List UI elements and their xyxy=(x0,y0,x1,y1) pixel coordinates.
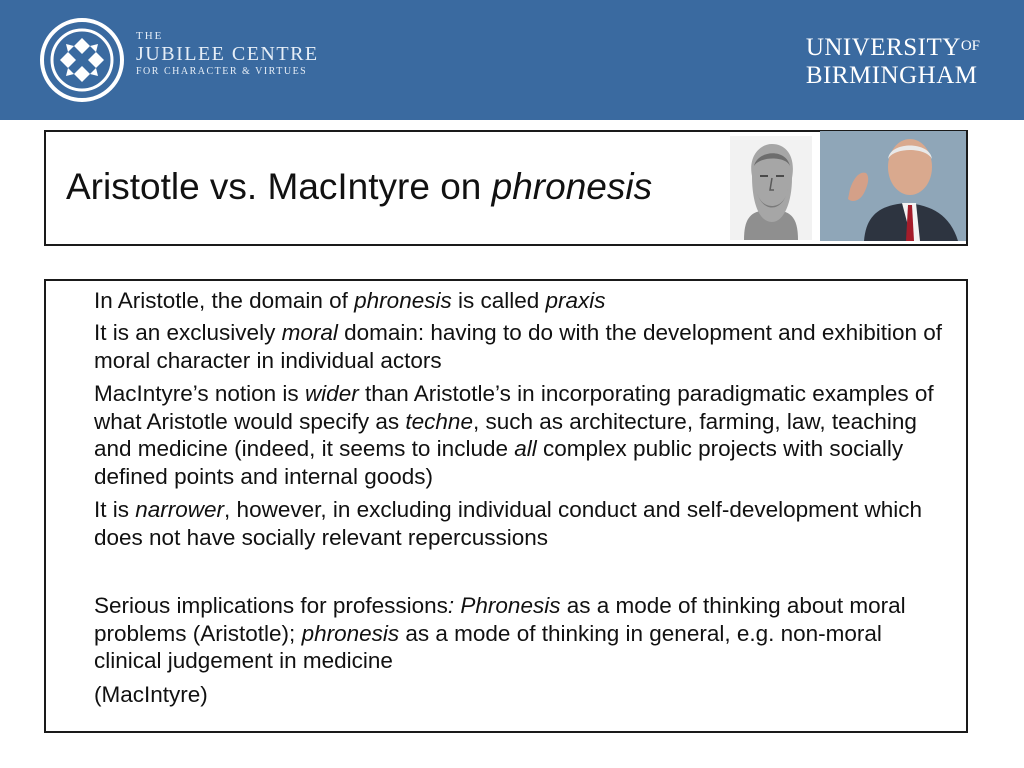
p4-text-1: It is xyxy=(94,497,136,522)
bullet-narrower xyxy=(94,496,954,551)
content-box xyxy=(44,279,968,733)
p3-text-1: MacIntyre’s notion is xyxy=(94,381,305,406)
header-banner xyxy=(0,0,1024,120)
title-italic: phronesis xyxy=(491,166,653,207)
p3-text-3: , such as architecture, farming, law, teaching and medicine (indeed, it seems to include xyxy=(94,408,917,461)
p3-italic-techne: techne xyxy=(405,408,473,434)
uob-university: UNIVERSITY xyxy=(805,34,961,61)
p2-italic-moral: moral xyxy=(281,320,338,345)
p3-text-4: complex public projects with socially defined points and internal goods) xyxy=(94,436,904,489)
p5-italic-phronesis-2: phronesis xyxy=(301,620,400,646)
p4-text-2: , however, in excluding individual conduct and self-development which does not have socially relevant repercussions xyxy=(94,497,922,550)
jubilee-centre-logo-icon xyxy=(38,16,126,104)
bullet-implications xyxy=(94,592,954,675)
p5-text-3: as a mode of thinking in general, e.g. non-moral clinical judgement in medicine xyxy=(94,620,882,673)
uob-of: OF xyxy=(960,38,980,54)
university-of-birmingham-logo xyxy=(806,32,980,90)
p3-italic-wider: wider xyxy=(304,381,359,406)
bullet-wider-notion xyxy=(94,380,954,490)
macintyre-portrait-photo xyxy=(820,131,966,241)
p2-text-1: It is an exclusively xyxy=(94,320,282,345)
p1-text-1: In Aristotle, the domain of xyxy=(94,288,355,313)
bullet-praxis xyxy=(94,287,954,315)
p1-italic-phronesis: phronesis xyxy=(354,288,452,313)
p5-text-1: Serious implications for professions xyxy=(94,593,448,618)
p1-text-2: is called xyxy=(451,288,546,313)
p6-text-1: (MacIntyre) xyxy=(94,682,208,707)
jubilee-centre-wordmark xyxy=(136,30,319,78)
p3-italic-all: all xyxy=(514,436,537,461)
p5-italic-phronesis-1: : Phronesis xyxy=(447,593,561,618)
slide-title xyxy=(66,166,652,208)
logo-line-the: THE xyxy=(136,30,164,42)
p5-text-2: as a mode of thinking about moral problems (Aristotle); xyxy=(94,593,906,646)
title-plain: Aristotle vs. MacIntyre on xyxy=(66,166,492,207)
aristotle-bust-photo xyxy=(730,136,812,240)
p1-italic-praxis: praxis xyxy=(545,288,606,313)
p2-text-2: domain: having to do with the development and exhibition of moral character in individual actors xyxy=(94,320,942,373)
logo-line-jubilee-centre: JUBILEE CENTRE xyxy=(136,43,319,65)
p3-text-2: than Aristotle’s in incorporating paradigmatic examples of what Aristotle would specify as xyxy=(94,381,934,434)
uob-birmingham: BIRMINGHAM xyxy=(805,62,978,89)
bullet-macintyre-attribution xyxy=(94,681,954,709)
p4-italic-narrower: narrower xyxy=(135,497,225,522)
bullet-moral-domain xyxy=(94,319,954,374)
logo-line-character-virtues: FOR CHARACTER & VIRTUES xyxy=(136,66,308,77)
